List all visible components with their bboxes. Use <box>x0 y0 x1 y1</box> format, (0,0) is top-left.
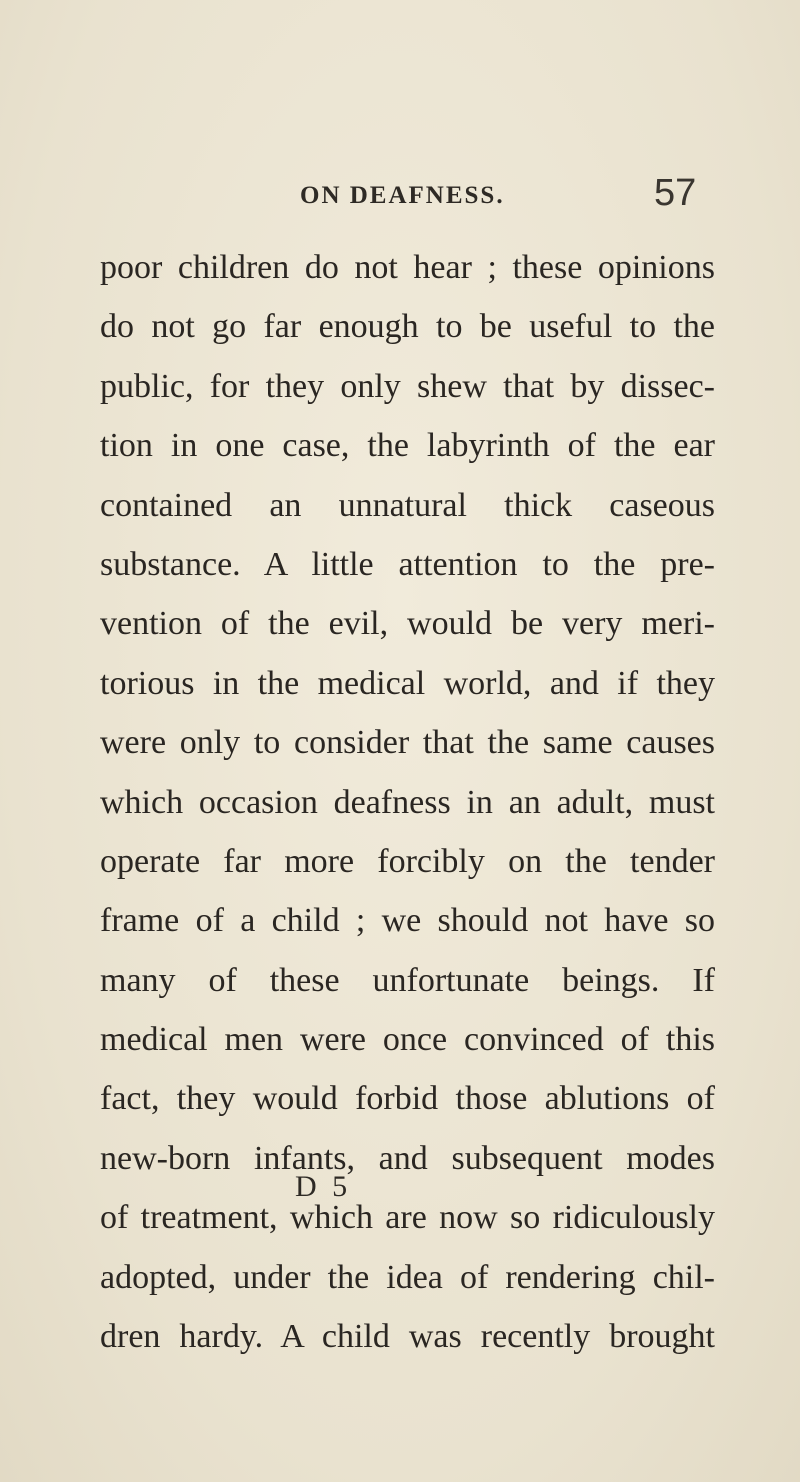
text-line: of treatment, which are now so ridiculously <box>100 1199 715 1237</box>
running-title: ON DEAFNESS. <box>300 182 505 209</box>
text-line: substance. A little attention to the pre- <box>100 545 715 583</box>
text-line: do not go far enough to be useful to the <box>100 308 715 346</box>
text-line: vention of the evil, would be very meri- <box>100 605 715 643</box>
text-line: contained an unnatural thick caseous <box>100 486 715 524</box>
body-text <box>100 238 715 1366</box>
text-line: many of these unfortunate beings. If <box>100 961 715 999</box>
text-line: tion in one case, the labyrinth of the ear <box>100 427 715 465</box>
text-line: dren hardy. A child was recently brought <box>100 1318 715 1356</box>
page-number: 57 <box>654 172 697 214</box>
text-line: which occasion deafness in an adult, must <box>100 783 715 821</box>
text-line: medical men were once convinced of this <box>100 1021 715 1059</box>
text-line: fact, they would forbid those ablutions of <box>100 1080 715 1118</box>
text-line: frame of a child ; we should not have so <box>100 902 715 940</box>
text-line: were only to consider that the same causes <box>100 724 715 762</box>
text-line: poor children do not hear ; these opinions <box>100 249 715 286</box>
text-line: public, for they only shew that by dissec- <box>100 367 715 405</box>
text-line: torious in the medical world, and if they <box>100 664 715 702</box>
signature-mark: D 5 <box>295 1170 352 1203</box>
text-line: adopted, under the idea of rendering chil- <box>100 1258 715 1296</box>
running-head <box>0 172 800 222</box>
text-line: new-born infants, and subsequent modes <box>100 1139 715 1177</box>
text-line: operate far more forcibly on the tender <box>100 842 715 880</box>
